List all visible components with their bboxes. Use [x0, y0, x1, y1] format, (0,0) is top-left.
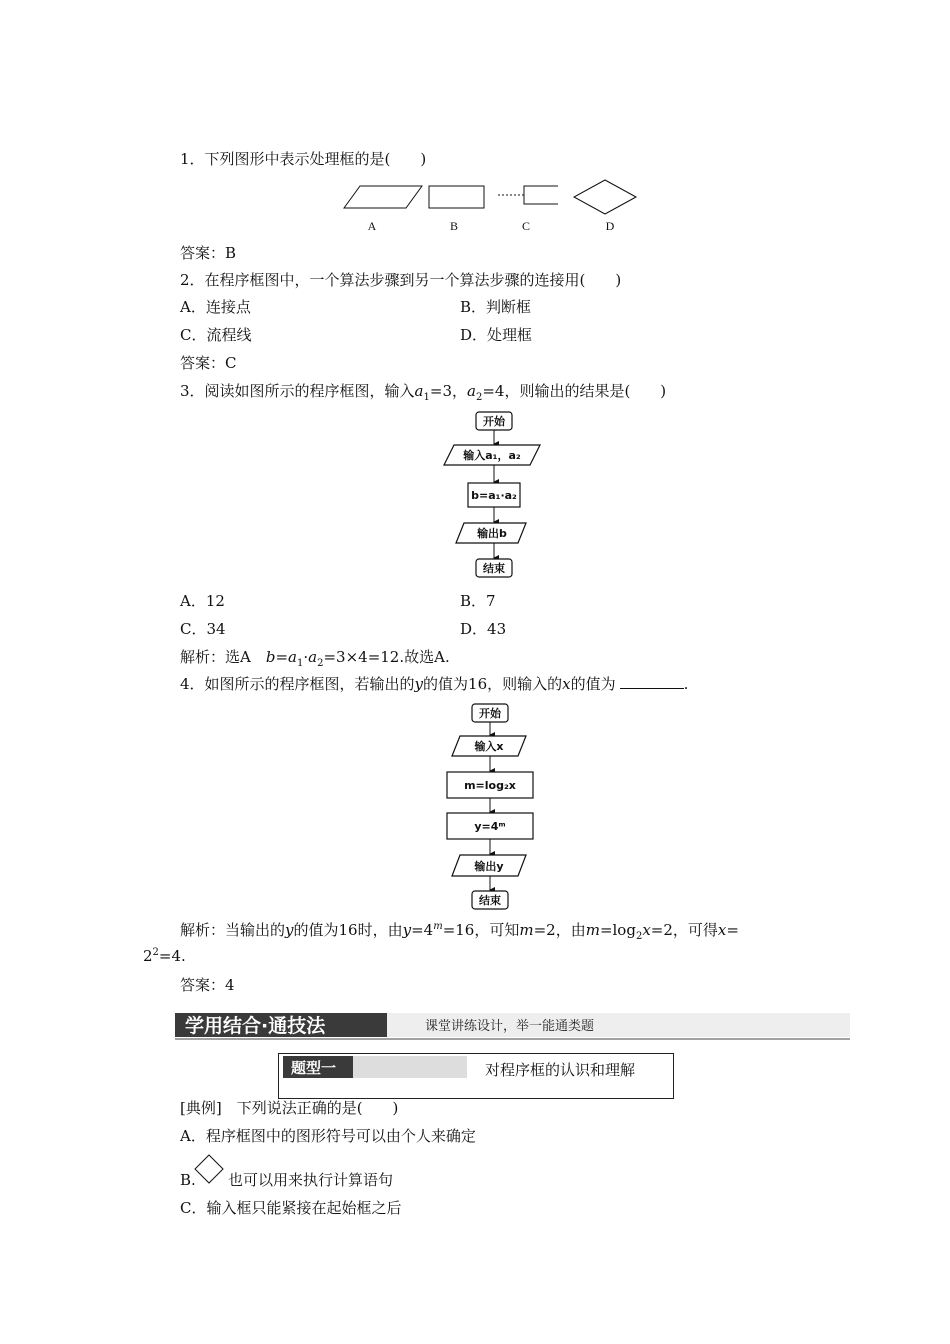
q4-stem-post: 的值为	[570, 675, 616, 693]
parallelogram-shape	[344, 186, 422, 208]
q2-option-b: B．判断框	[460, 298, 532, 316]
output-label: 输出b	[477, 527, 507, 540]
q4-stem-mid: 的值为16，则输入的	[423, 675, 563, 693]
example-stem: [典例] 下列说法正确的是( )	[180, 1099, 399, 1117]
example-option-b-text: 也可以用来执行计算语句	[228, 1171, 394, 1189]
q4-explain-base: 2	[143, 947, 153, 965]
annotation-bracket-shape	[524, 186, 558, 204]
diamond-shape	[574, 180, 636, 214]
section-tag-label: 题型一	[291, 1059, 337, 1077]
q3-explain-eq: =	[275, 648, 289, 666]
q4-explain-5: =2，由	[533, 921, 586, 939]
section-tag	[283, 1053, 467, 1081]
banner-title: 学用结合·通技法	[185, 1015, 326, 1037]
q3-stem-post: =4，则输出的结果是( )	[482, 382, 667, 400]
process-power-label: y=4ᵐ	[474, 820, 506, 833]
q3-explain-pre: 解析：选A	[180, 648, 266, 666]
q4-explain-4: =16，可知	[442, 921, 520, 939]
process-label: b=a₁·a₂	[471, 489, 517, 502]
q3-var-a1: a	[414, 382, 424, 400]
q1-stem: 1．下列图形中表示处理框的是( )	[180, 150, 427, 168]
q4-answer: 答案：4	[180, 976, 235, 994]
answer-blank	[620, 674, 684, 689]
q4-explanation-line1: 解析：当输出的y的值为16时，由$y=4^m=16$，可知m=2，由$m=\log_2x=2$，可得x=	[180, 921, 739, 942]
q2-answer: 答案：C	[180, 354, 237, 372]
example-option-a: A．程序框图中的图形符号可以由个人来确定	[180, 1127, 476, 1145]
q4-explain-result: =4.	[158, 947, 186, 965]
q3-option-d: D．43	[460, 620, 507, 638]
q4-explanation-line2	[143, 946, 186, 966]
q4-stem-y: y	[414, 675, 424, 693]
q3-stem-pre: 3．阅读如图所示的程序框图，输入	[180, 382, 415, 400]
q4-flowchart	[430, 700, 550, 914]
q1-answer: 答案：B	[180, 244, 237, 262]
end-label: 结束	[479, 894, 501, 907]
q3-option-a: A．12	[180, 592, 225, 610]
q4-explain-3: =4	[411, 921, 434, 939]
q4-explain-7: =2，可得	[650, 921, 718, 939]
example-option-c: C．输入框只能紧接在起始框之后	[180, 1199, 402, 1217]
end-label: 结束	[483, 562, 505, 575]
banner-subtitle: 课堂讲练设计，举一能通类题	[425, 1019, 595, 1034]
section-tag-fade	[353, 1056, 467, 1078]
q4-explain-x: x	[642, 921, 651, 939]
q3-var-a2: a	[467, 382, 476, 400]
q3-stem-mid: =3，	[429, 382, 467, 400]
q3-option-b: B．7	[460, 592, 496, 610]
q4-explain-sup: 2	[152, 947, 159, 958]
q4-explain-y2: y	[402, 921, 412, 939]
q4-stem: 4．如图所示的程序框图，若输出的y的值为16，则输入的x的值为 .	[180, 675, 689, 693]
q4-explain-8: =	[726, 921, 739, 939]
q4-stem-x: x	[562, 675, 571, 693]
diamond-icon	[193, 1153, 229, 1189]
q4-explain-2: 的值为16时，由	[293, 921, 403, 939]
q1-option-d: D	[605, 219, 615, 233]
q3-explain-post: =3×4=12.故选A.	[323, 648, 450, 666]
q3-option-c: C．34	[180, 620, 226, 638]
q4-explain-6: =log	[599, 921, 636, 939]
input-label: 输入x	[474, 740, 504, 753]
q3-explain-a1: a	[288, 648, 297, 666]
q3-explain-a2: a	[308, 648, 318, 666]
q3-explain-dot: ·	[303, 648, 309, 666]
section-banner	[175, 1011, 850, 1041]
q4-explain-y: y	[285, 921, 294, 939]
section-title: 对程序框的认识和理解	[485, 1061, 636, 1079]
output-label: 输出y	[474, 860, 504, 873]
q2-option-c: C．流程线	[180, 326, 252, 344]
q1-shapes	[330, 178, 650, 238]
q3-explanation: 解析：选A $b=a_1\cdot a_2=3\times 4=12$.故选A.	[180, 648, 450, 669]
q1-option-a: A	[367, 219, 377, 233]
q4-stem-pre: 4．如图所示的程序框图，若输出的	[180, 675, 415, 693]
q2-option-a: A．连接点	[180, 298, 251, 316]
process-log-label: m=log₂x	[464, 779, 516, 792]
q1-option-b: B	[449, 219, 459, 233]
q3-stem: 3．阅读如图所示的程序框图，输入$a_1=3$，$a_2=4$，则输出的结果是( )	[180, 382, 667, 403]
rectangle-shape	[429, 186, 484, 208]
q3-flowchart	[430, 408, 550, 582]
start-label: 开始	[479, 707, 501, 720]
input-label: 输入a₁，a₂	[463, 449, 521, 462]
start-label: 开始	[483, 415, 505, 428]
example-option-b-pre: B.	[180, 1171, 196, 1189]
q1-option-c: C	[521, 219, 531, 233]
q2-stem: 2．在程序框图中，一个算法步骤到另一个算法步骤的连接用( )	[180, 271, 622, 289]
q4-explain-1: 解析：当输出的	[180, 921, 286, 939]
q4-explain-x2: x	[717, 921, 727, 939]
q3-explain-b: b	[265, 648, 276, 666]
q2-option-d: D．处理框	[460, 326, 533, 344]
